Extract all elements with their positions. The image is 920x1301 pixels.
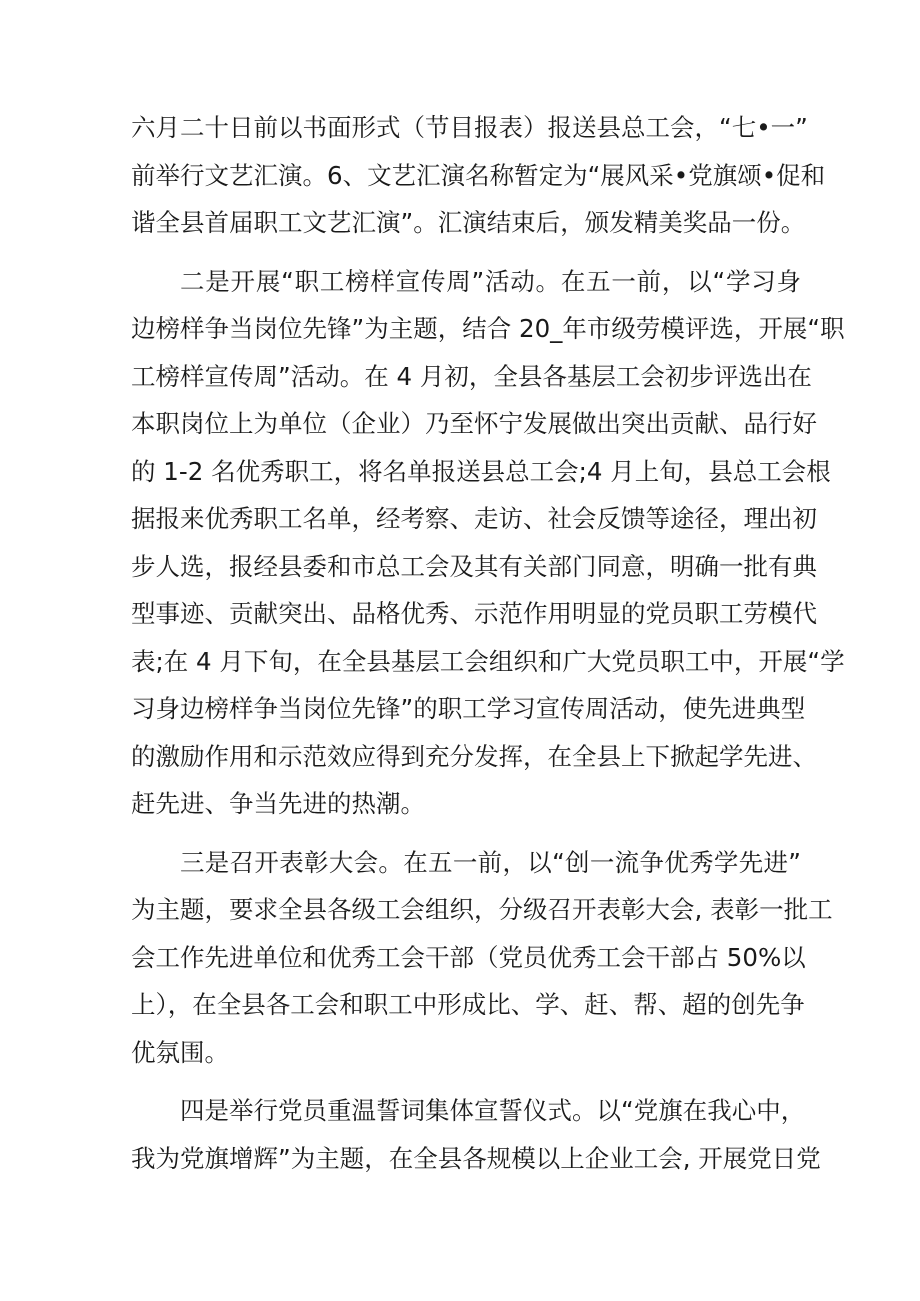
text-line: 步人选，报经县委和市总工会及其有关部门同意，明确一批有典 <box>131 551 817 581</box>
text-line: 赶先进、争当先进的热潮。 <box>131 789 425 818</box>
text-line: 表;在 4 月下旬，在全县基层工会组织和广大党员职工中，开展“学 <box>131 646 845 676</box>
paragraph-3 <box>131 839 833 1077</box>
text-line: 我为党旗增辉”为主题，在全县各规模以上企业工会, 开展党日党 <box>131 1143 821 1173</box>
text-line: 四是举行党员重温誓词集体宣誓仪式。以“党旗在我心中， <box>180 1096 806 1125</box>
text-line: 六月二十日前以书面形式（节目报表）报送县总工会，“七•一” <box>131 113 808 142</box>
text-line: 边榜样争当岗位先锋”为主题，结合 20_年市级劳模评选，开展“职 <box>131 314 845 343</box>
text-line: 型事迹、贡献突出、品格优秀、示范作用明显的党员职工劳模代 <box>131 599 817 628</box>
text-line: 三是召开表彰大会。在五一前，以“创一流争优秀学先进” <box>180 847 801 877</box>
text-line: 习身边榜样争当岗位先锋”的职工学习宣传周活动，使先进典型 <box>131 694 806 723</box>
text-line: 上），在全县各工会和职工中形成比、学、赶、帮、超的创先争 <box>131 990 805 1019</box>
text-line: 优氛围。 <box>131 1037 229 1067</box>
text-line: 本职岗位上为单位（企业）乃至怀宁发展做出突出贡献、品行好 <box>131 409 817 438</box>
paragraph-1 <box>131 104 826 247</box>
text-line: 工榜样宣传周”活动。在 4 月初，全县各基层工会初步评选出在 <box>131 361 812 391</box>
text-line: 会工作先进单位和优秀工会干部（党员优秀工会干部占 50%以 <box>131 942 806 972</box>
text-line: 二是开展“职工榜样宣传周”活动。在五一前，以“学习身 <box>180 266 801 296</box>
text-line: 的激励作用和示范效应得到充分发挥，在全县上下掀起学先进、 <box>131 741 817 771</box>
paragraph-2 <box>131 258 845 828</box>
text-line: 前举行文艺汇演。6、文艺汇演名称暂定为“展风采•党旗颂•促和 <box>131 160 826 190</box>
text-line: 的 1-2 名优秀职工，将名单报送县总工会;4 月上旬，县总工会根 <box>131 456 831 486</box>
text-line: 为主题，要求全县各级工会组织，分级召开表彰大会, 表彰一批工 <box>131 895 833 924</box>
body-text <box>131 104 845 1182</box>
text-line: 据报来优秀职工名单，经考察、走访、社会反馈等途径，理出初 <box>131 504 817 533</box>
text-line: 谐全县首届职工文艺汇演”。汇演结束后，颁发精美奖品一份。 <box>131 208 806 237</box>
paragraph-4 <box>131 1087 821 1182</box>
